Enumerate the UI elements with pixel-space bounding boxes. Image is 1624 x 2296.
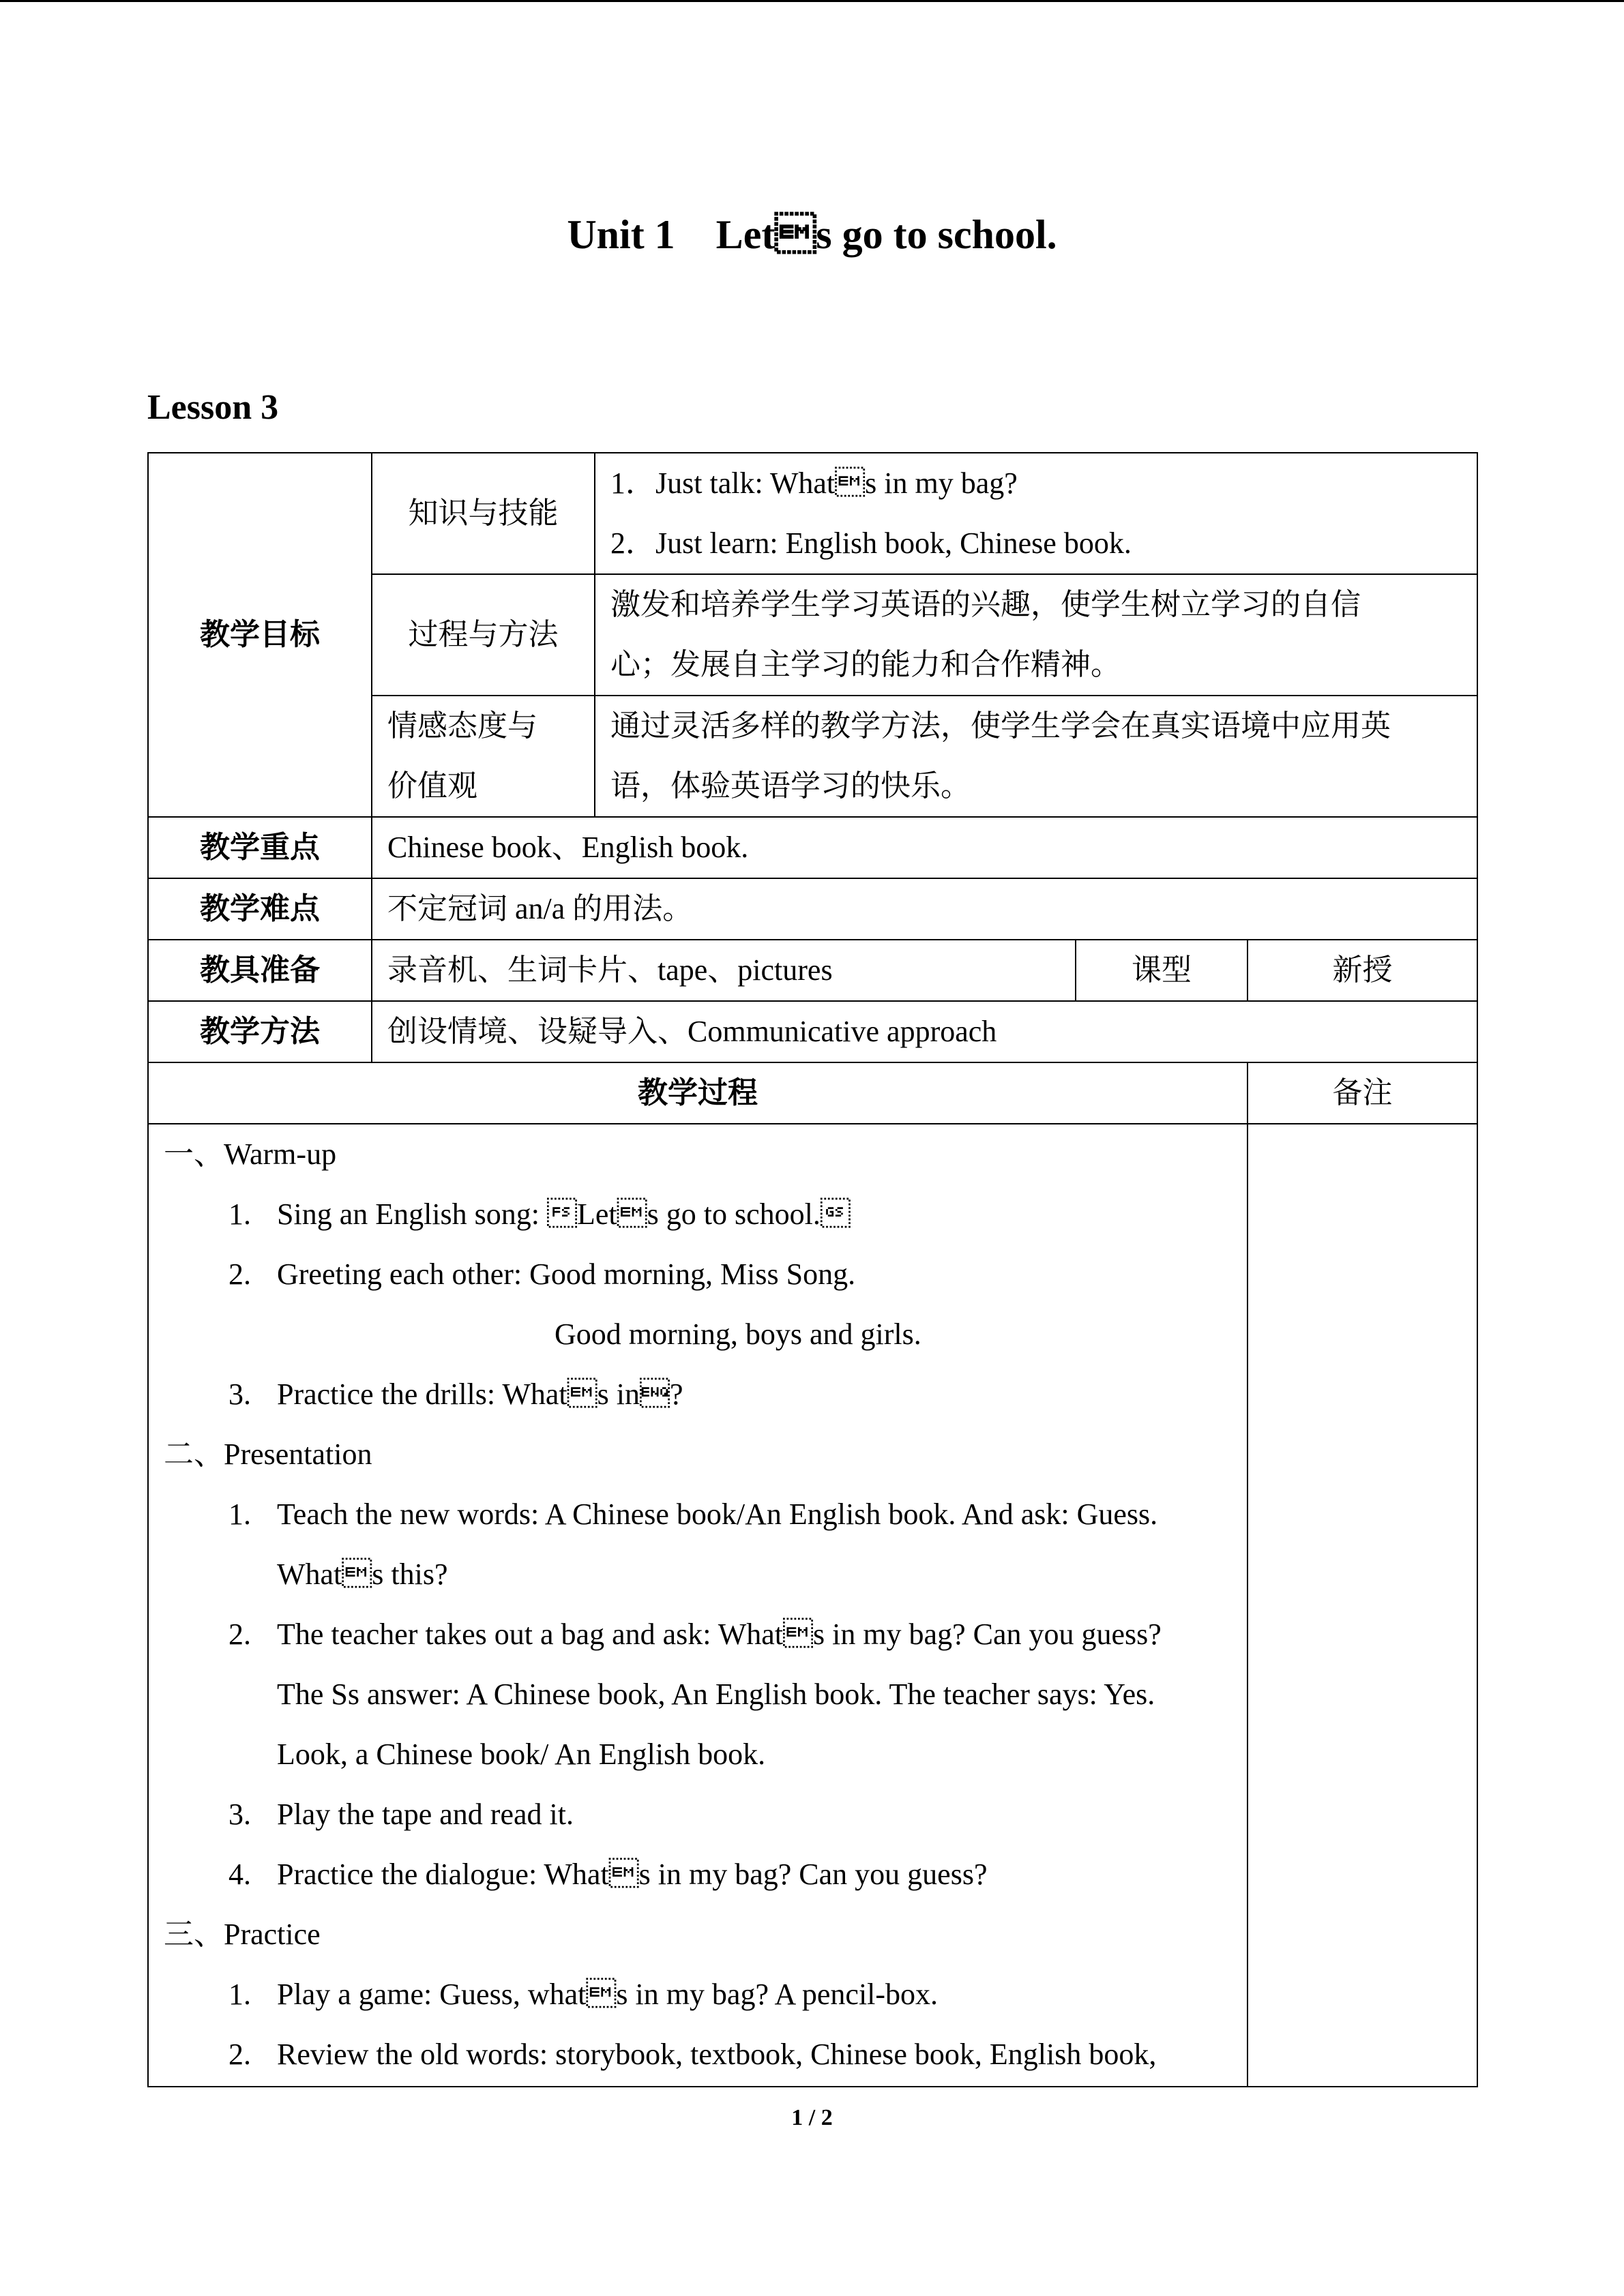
materials-label: 教具准备 xyxy=(148,940,372,1001)
process-body xyxy=(148,1124,1247,2087)
process-method-label: 过程与方法 xyxy=(372,574,595,696)
process-method-line: 心；发展自主学习的能力和合作精神。 xyxy=(610,648,1121,681)
knowledge-item: 1．Just talk: Whats in my bag? xyxy=(610,466,1018,500)
materials-row xyxy=(148,940,1477,1001)
process-header-row xyxy=(148,1062,1477,1124)
process-step: 1. Sing an English song: Lets go to school. xyxy=(228,1197,851,1231)
section-heading: 二、Presentation xyxy=(164,1437,372,1471)
section-heading: 三、Practice xyxy=(164,1918,321,1951)
emotion-label-line: 情感态度与 xyxy=(387,709,537,743)
emotion-line: 语，体验英语学习的快乐。 xyxy=(610,769,971,803)
knowledge-skills-label: 知识与技能 xyxy=(372,453,595,574)
process-step: 2. Review the old words: storybook, textbook, Chinese book, English book, xyxy=(228,2038,1157,2071)
page-number: 1 / 2 xyxy=(791,2105,833,2130)
notes-header: 备注 xyxy=(1247,1062,1477,1124)
process-step-continuation: Whats this? xyxy=(277,1557,448,1591)
emotion-values-label xyxy=(372,696,595,817)
notes-cell xyxy=(1247,1124,1477,2087)
process-step: 2. Greeting each other: Good morning, Miss Song. xyxy=(228,1257,856,1291)
key-points-label: 教学重点 xyxy=(148,817,372,878)
process-header-title: 教学过程 xyxy=(148,1062,1247,1124)
lesson-heading: Lesson 3 xyxy=(147,388,279,427)
methods-value: 创设情境、设疑导入、Communicative approach xyxy=(372,1001,1477,1062)
knowledge-item: 2．Just learn: English book, Chinese book. xyxy=(610,526,1132,560)
process-step: 1. Play a game: Guess, whats in my bag? A pencil-box. xyxy=(228,1978,939,2011)
process-step: 1. Teach the new words: A Chinese book/An English book. And ask: Guess. xyxy=(228,1497,1158,1531)
key-points-row xyxy=(148,817,1477,878)
process-method-content xyxy=(595,574,1477,696)
process-step: 2. The teacher takes out a bag and ask: Whats in my bag? Can you guess? xyxy=(228,1617,1162,1651)
lesson-type-label: 课型 xyxy=(1076,940,1247,1001)
top-border-line xyxy=(0,0,1624,2)
process-step: 3. Play the tape and read it. xyxy=(228,1798,574,1831)
lesson-type-value: 新授 xyxy=(1247,940,1477,1001)
emotion-values-content xyxy=(595,696,1477,817)
process-step-continuation: The Ss answer: A Chinese book, An English book. The teacher says: Yes. xyxy=(277,1678,1155,1711)
key-points-value: Chinese book、English book. xyxy=(372,817,1477,878)
difficulties-label: 教学难点 xyxy=(148,878,372,940)
materials-value: 录音机、生词卡片、tape、pictures xyxy=(372,940,1076,1001)
difficulties-row xyxy=(148,878,1477,940)
lesson-plan-table xyxy=(147,452,1478,2087)
process-step: 3. Practice the drills: Whats in? xyxy=(228,1377,683,1411)
section-heading: 一、Warm-up xyxy=(164,1137,337,1171)
methods-label: 教学方法 xyxy=(148,1001,372,1062)
emotion-label-line: 价值观 xyxy=(387,769,477,803)
methods-row xyxy=(148,1001,1477,1062)
objective-row-knowledge xyxy=(148,453,1477,574)
process-step: 4. Practice the dialogue: Whats in my bag? Can you guess? xyxy=(228,1858,988,1891)
objectives-label: 教学目标 xyxy=(148,453,372,817)
document-title: Unit 1 Lets go to school. xyxy=(567,212,1057,257)
process-body-row xyxy=(148,1124,1477,2087)
process-method-line: 激发和培养学生学习英语的兴趣，使学生树立学习的自信 xyxy=(610,588,1361,621)
knowledge-skills-content xyxy=(595,453,1477,574)
process-step-continuation: Look, a Chinese book/ An English book. xyxy=(277,1738,766,1771)
process-step-continuation: Good morning, boys and girls. xyxy=(555,1317,921,1351)
emotion-line: 通过灵活多样的教学方法，使学生学会在真实语境中应用英 xyxy=(610,709,1391,743)
difficulties-value: 不定冠词 an/a 的用法。 xyxy=(372,878,1477,940)
